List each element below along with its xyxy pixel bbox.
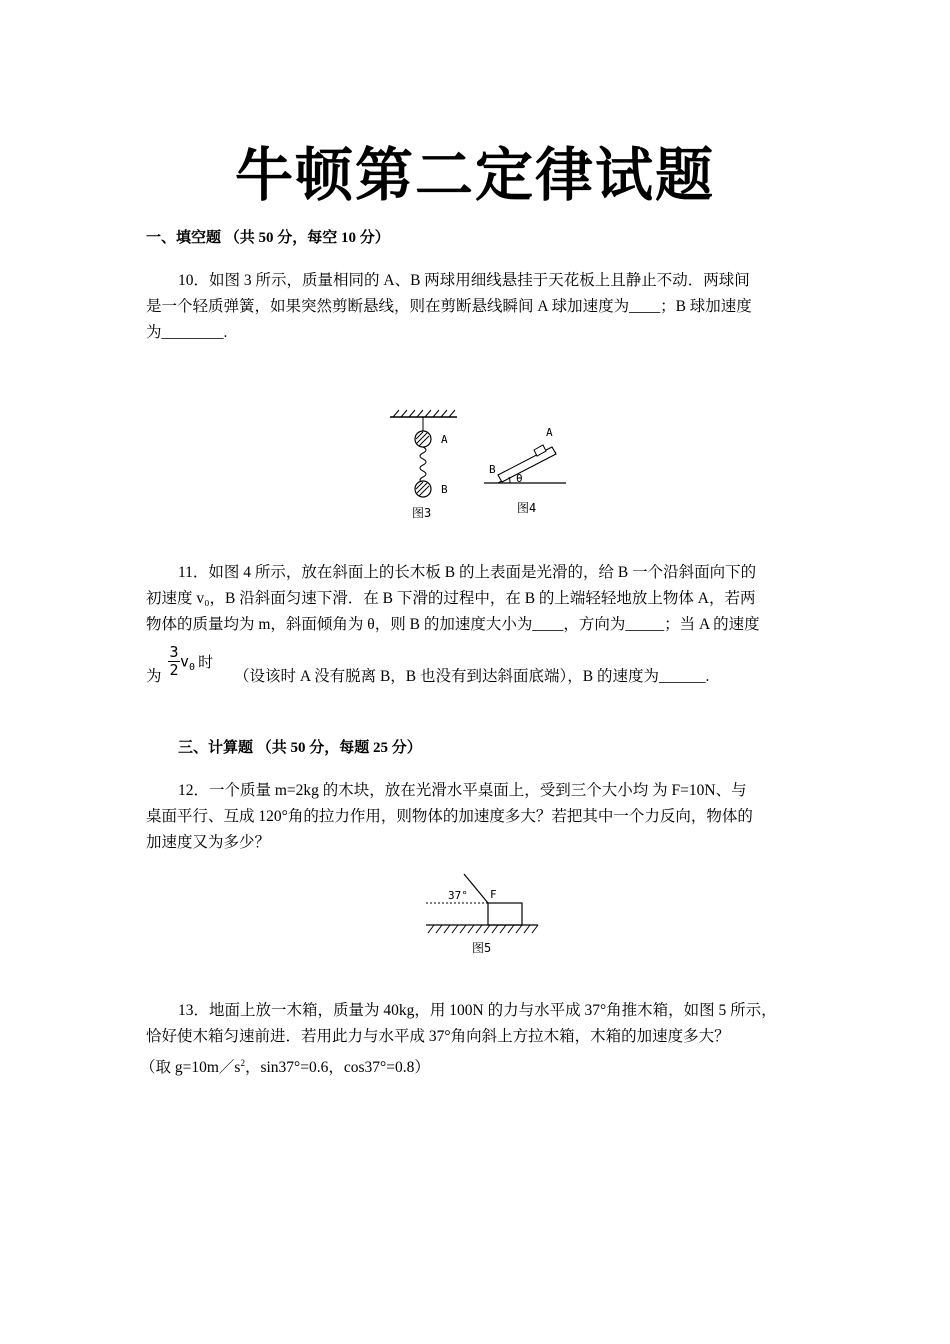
question-11-line-4: （设该时 A 没有脱离 B，B 也没有到达斜面底端），B 的速度为______. xyxy=(234,668,710,685)
velocity-symbol: v xyxy=(180,652,190,671)
question-10 xyxy=(146,268,826,346)
wooden-box xyxy=(488,903,522,925)
fraction xyxy=(168,644,180,679)
section-calculation-heading: 三、计算题 （共 50 分，每题 25 分） xyxy=(178,740,422,756)
question-10-line-1: 10．如图 3 所示，质量相同的 A、B 两球用细线悬挂于天花板上且静止不动．两球间 xyxy=(178,272,750,289)
given-values-prefix: （取 g=10m／s xyxy=(140,1059,241,1077)
board-b xyxy=(498,447,556,482)
page-title: 牛顿第二定律试题 xyxy=(234,141,715,209)
figure-3-caption: 图3 xyxy=(412,506,432,520)
question-13-line-2: 恰好使木箱匀速前进．若用此力与水平成 37°角向斜上方拉木箱，木箱的加速度多大？ xyxy=(146,1028,730,1045)
ball-a-label: A xyxy=(441,433,448,446)
section-fill-in-heading: 一、填空题 （共 50 分，每空 10 分） xyxy=(146,230,390,246)
given-values-suffix: ，sin37°=0.6，cos37°=0.8） xyxy=(244,1059,430,1077)
fraction-numerator: 3 xyxy=(169,643,179,661)
time-suffix: 时 xyxy=(198,653,214,671)
figure-3-diagram xyxy=(385,405,465,523)
spring xyxy=(420,447,426,483)
question-12-line-1: 12．一个质量 m=2kg 的木块，放在光滑水平桌面上，受到三个大小均 为 F=10N、与 xyxy=(178,782,747,799)
fraction-expression xyxy=(168,644,213,679)
question-13-line-1: 13．地面上放一木箱，质量为 40kg，用 100N 的力与水平成 37°角推木箱，如图 5 所示， xyxy=(178,1002,777,1019)
question-11-line-4-prefix: 为 xyxy=(146,668,162,685)
block-a-label: A xyxy=(546,426,553,439)
force-label: F xyxy=(490,888,497,901)
ball-b-label: B xyxy=(441,483,448,496)
ball-b xyxy=(415,481,431,497)
velocity-subscript: 0 xyxy=(189,662,196,673)
figure-4-caption: 图4 xyxy=(517,501,537,515)
angle-label: θ xyxy=(516,472,523,485)
question-12-line-3: 加速度又为多少？ xyxy=(146,834,271,851)
question-10-line-2: 是一个轻质弹簧，如果突然剪断悬线，则在剪断悬线瞬间 A 球加速度为____；B 球加速度 xyxy=(146,298,752,315)
question-11-line-1: 11．如图 4 所示，放在斜面上的长木板 B 的上表面是光滑的，给 B 一个沿斜面向下的 xyxy=(178,564,757,581)
figure-4-diagram xyxy=(480,418,570,520)
question-11 xyxy=(146,560,826,638)
floor-hatching xyxy=(428,925,538,933)
question-13-line-3 xyxy=(140,1050,430,1081)
ceiling-hatching xyxy=(393,410,455,417)
figure-5-caption: 图5 xyxy=(472,941,492,955)
question-12-line-2: 桌面平行、互成 120°角的拉力作用，则物体的加速度多大？若把其中一个力反向，物体的 xyxy=(146,808,753,825)
question-13 xyxy=(146,998,826,1050)
question-11-line-3: 物体的质量均为 m，斜面倾角为 θ，则 B 的加速度大小为____，方向为_____；当 A 的速度 xyxy=(146,616,760,633)
fraction-denominator: 2 xyxy=(169,661,179,679)
board-b-label: B xyxy=(489,463,496,476)
question-10-line-3: 为________. xyxy=(146,324,228,341)
exponent: 2 xyxy=(240,1058,245,1068)
ball-a xyxy=(415,431,431,447)
figure-5-diagram xyxy=(424,870,542,960)
question-12 xyxy=(146,778,826,856)
angle-label: 37° xyxy=(448,889,468,902)
question-11-line-2: 初速度 v₀，B 沿斜面匀速下滑．在 B 下滑的过程中，在 B 的上端轻轻地放上物体 A，若两 xyxy=(146,590,756,607)
